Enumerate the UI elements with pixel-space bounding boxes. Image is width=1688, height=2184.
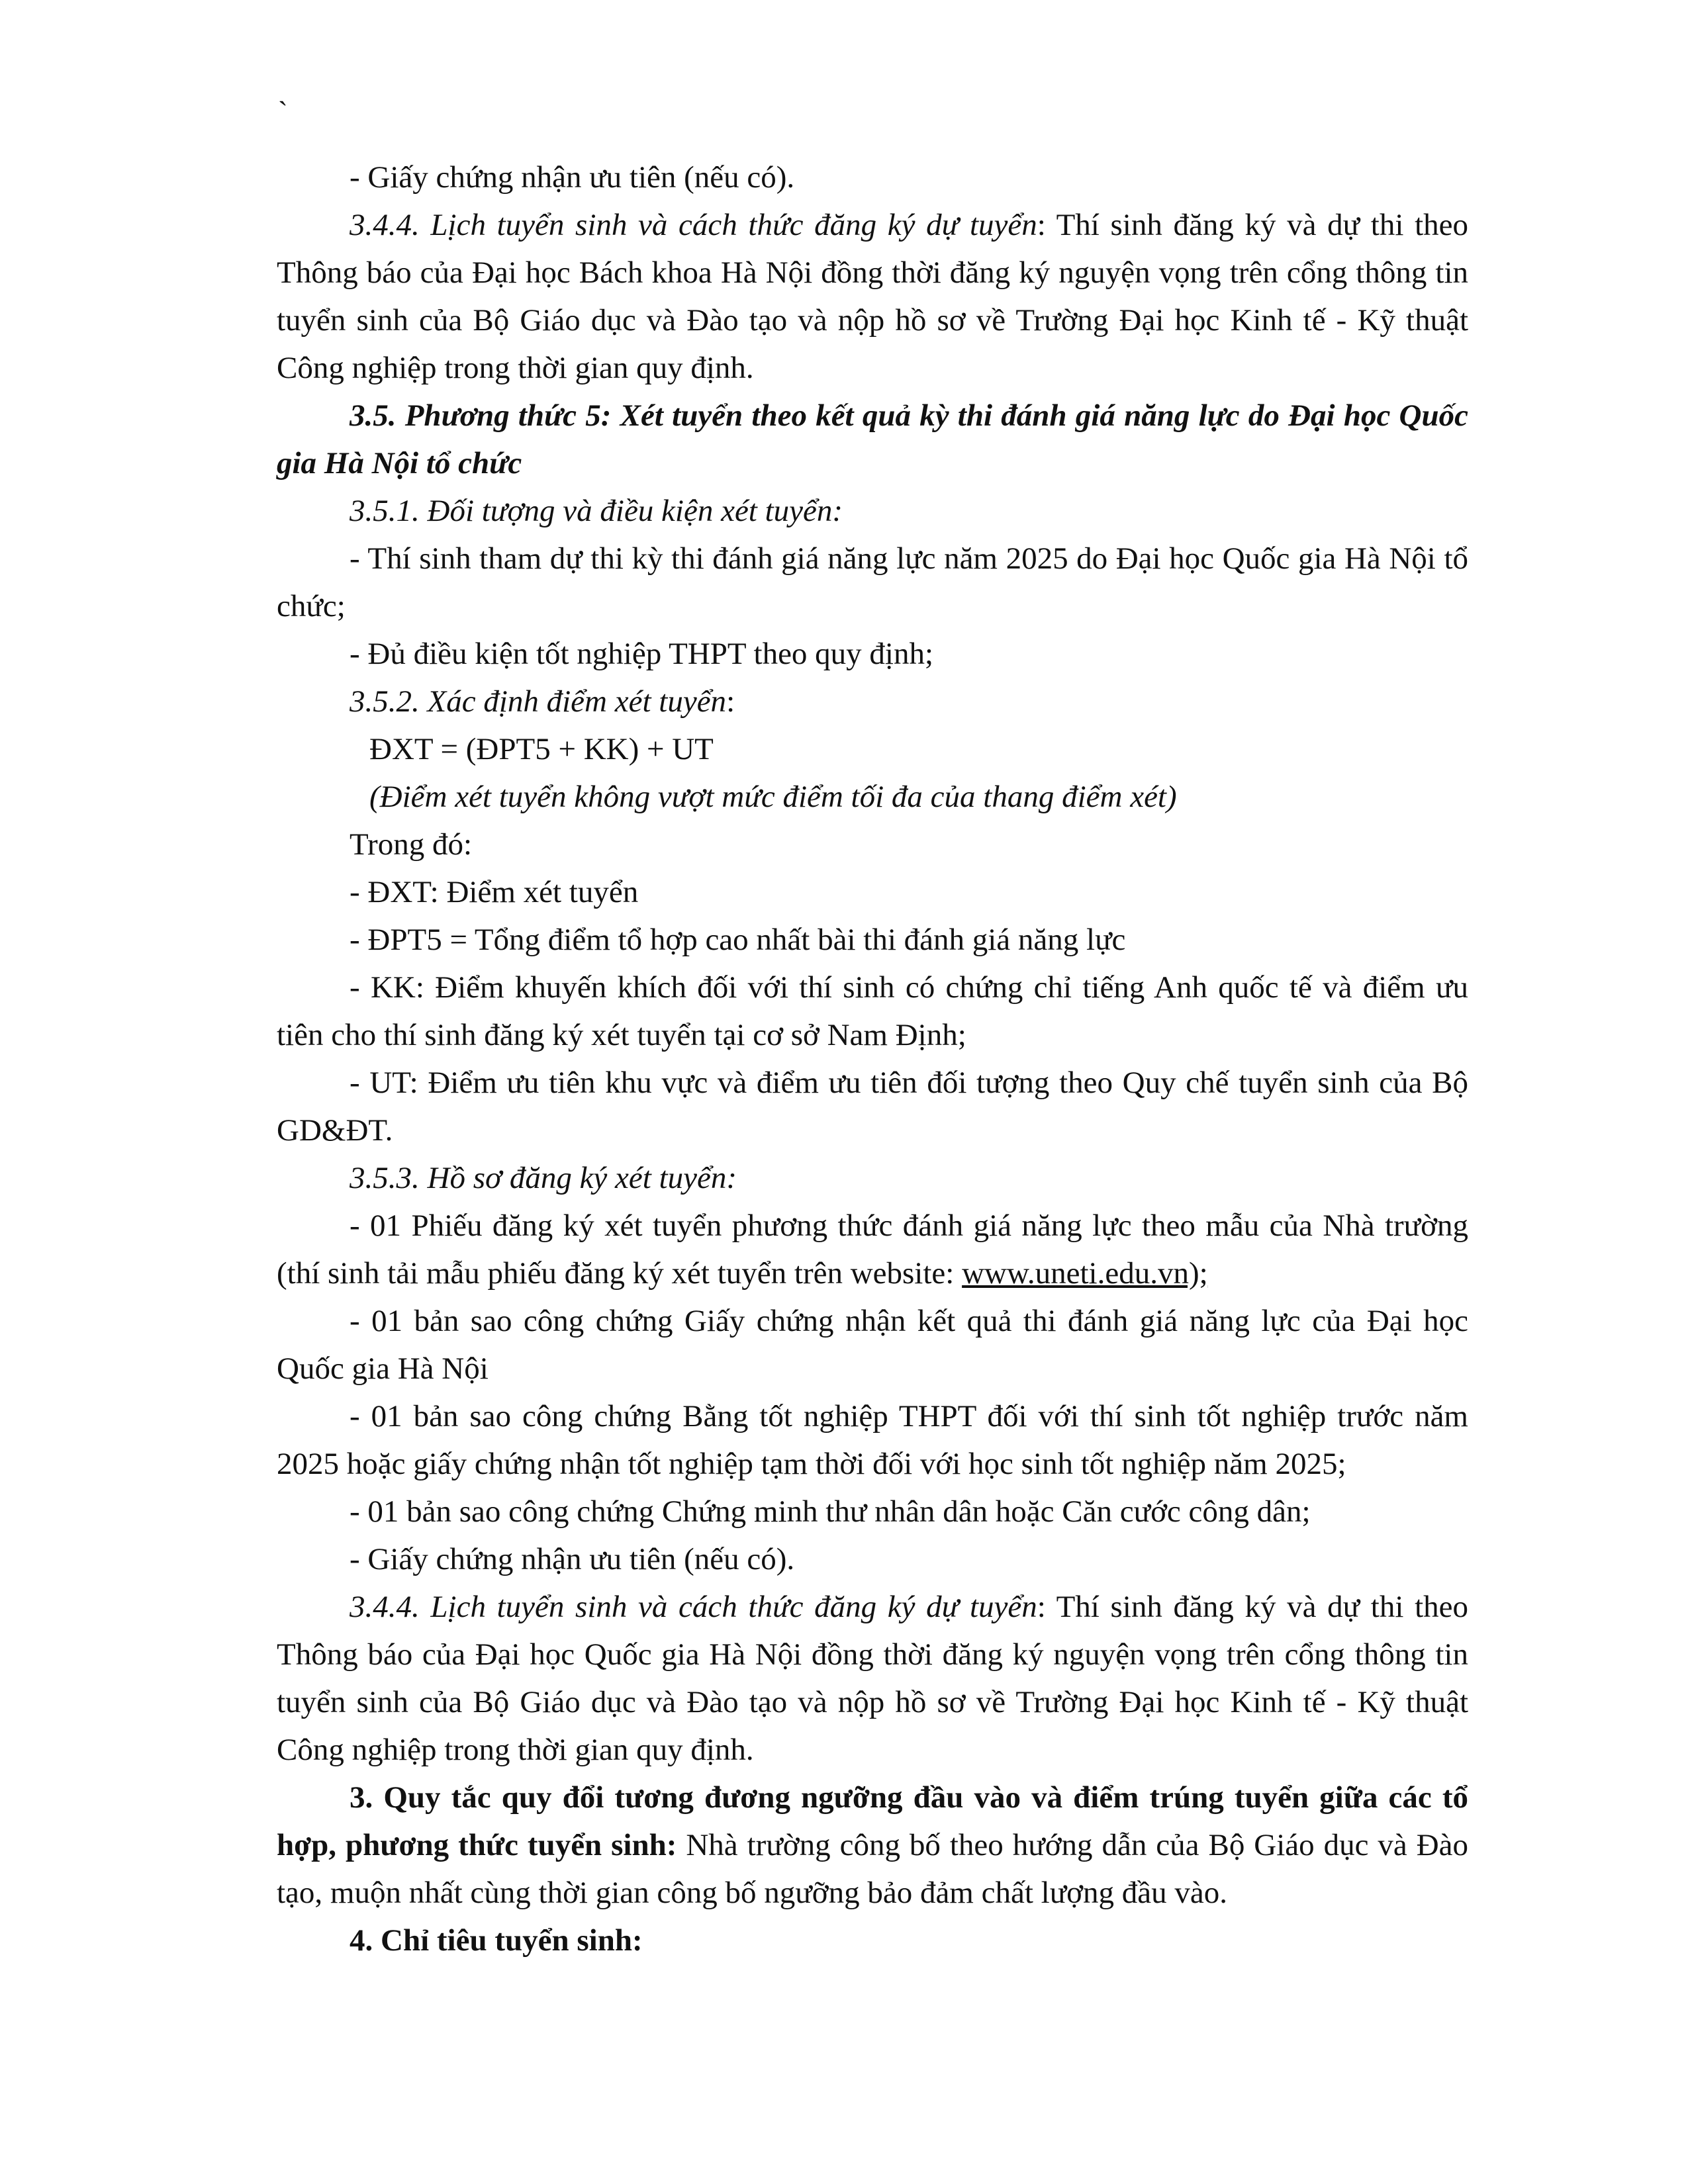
where-label: Trong đó:	[350, 827, 473, 862]
score-heading-colon: :	[726, 684, 735, 719]
page-mark: `	[278, 96, 288, 128]
schedule-heading-2: 3.4.4. Lịch tuyển sinh và cách thức đăng ký dự tuyển	[350, 1590, 1037, 1624]
id-card-item: - 01 bản sao công chứng Chứng minh thư nhân dân hoặc Căn cước công dân;	[350, 1494, 1311, 1529]
dossier-heading: 3.5.3. Hồ sơ đăng ký xét tuyển:	[350, 1161, 737, 1195]
conversion-rule-heading: 3. Quy tắc quy đổi tương đương ngưỡng đầu vào và điểm trúng tuyển giữa các tổ hợp, phương thức tuyển sinh:	[277, 1780, 1468, 1862]
schedule-paragraph-vnu	[277, 1583, 1468, 1774]
conversion-rule-body: Nhà trường công bố theo hướng dẫn của Bộ Giáo dục và Đào tạo, muộn nhất cùng thời gian công bố ngưỡng bảo đảm chất lượng đầu vào.	[277, 1828, 1469, 1910]
dxt-definition: - ĐXT: Điểm xét tuyển	[350, 875, 639, 909]
schedule-body: : Thí sinh đăng ký và dự thi theo Thông báo của Đại học Bách khoa Hà Nội đồng thời đăng ký nguyện vọng trên cổng thông tin tuyển sinh của Bộ Giáo dục và Đào tạo và nộp hồ sơ về Trường Đại học Kinh tế - Kỹ thuật Công nghiệp trong thời gian quy định.	[277, 208, 1468, 385]
diploma-item: - 01 bản sao công chứng Bằng tốt nghiệp THPT đối với thí sinh tốt nghiệp trước năm 2025 hoặc giấy chứng nhận tốt nghiệp tạm thời đối với học sinh tốt nghiệp năm 2025;	[277, 1399, 1468, 1481]
candidate-item: - Thí sinh tham dự thi kỳ thi đánh giá năng lực năm 2025 do Đại học Quốc gia Hà Nội tổ chức;	[277, 541, 1468, 623]
application-form-item	[277, 1202, 1468, 1297]
quota-heading: 4. Chỉ tiêu tuyển sinh:	[350, 1923, 643, 1958]
kk-definition: - KK: Điểm khuyến khích đối với thí sinh có chứng chỉ tiếng Anh quốc tế và điểm ưu tiên cho thí sinh đăng ký xét tuyển tại cơ sở Nam Định;	[277, 970, 1468, 1052]
method-5-heading: 3.5. Phương thức 5: Xét tuyển theo kết quả kỳ thi đánh giá năng lực do Đại học Quốc gia Hà Nội tổ chức	[277, 398, 1468, 480]
score-heading	[277, 678, 1468, 725]
subject-conditions-heading: 3.5.1. Đối tượng và điều kiện xét tuyển:	[350, 494, 843, 528]
dpt5-definition: - ĐPT5 = Tổng điểm tổ hợp cao nhất bài thi đánh giá năng lực	[350, 923, 1126, 957]
application-form-text: - 01 Phiếu đăng ký xét tuyển phương thức đánh giá năng lực theo mẫu của Nhà trường (thí sinh tải mẫu phiếu đăng ký xét tuyển trên website:	[277, 1208, 1468, 1291]
schedule-body-2: : Thí sinh đăng ký và dự thi theo Thông báo của Đại học Quốc gia Hà Nội đồng thời đăng ký nguyện vọng trên cổng thông tin tuyển sinh của Bộ Giáo dục và Đào tạo và nộp hồ sơ về Trường Đại học Kinh tế - Kỹ thuật Công nghiệp trong thời gian quy định.	[277, 1590, 1468, 1767]
priority-certificate-item: - Giấy chứng nhận ưu tiên (nếu có).	[350, 160, 795, 195]
score-note: (Điểm xét tuyển không vượt mức điểm tối đa của thang điểm xét)	[369, 780, 1177, 814]
schedule-paragraph-bk	[277, 201, 1468, 392]
priority-certificate-item-2: - Giấy chứng nhận ưu tiên (nếu có).	[350, 1542, 795, 1576]
graduation-condition-item: - Đủ điều kiện tốt nghiệp THPT theo quy định;	[350, 637, 934, 671]
score-formula: ĐXT = (ĐPT5 + KK) + UT	[369, 732, 714, 766]
conversion-rule-paragraph	[277, 1774, 1468, 1917]
score-heading-text: 3.5.2. Xác định điểm xét tuyển	[350, 684, 727, 719]
ut-definition: - UT: Điểm ưu tiên khu vực và điểm ưu tiên đối tượng theo Quy chế tuyển sinh của Bộ GD&ĐT.	[277, 1066, 1468, 1148]
schedule-heading: 3.4.4. Lịch tuyển sinh và cách thức đăng ký dự tuyển	[350, 208, 1037, 242]
website-link[interactable]: www.uneti.edu.vn);	[962, 1256, 1208, 1291]
result-certificate-item: - 01 bản sao công chứng Giấy chứng nhận kết quả thi đánh giá năng lực của Đại học Quốc gia Hà Nội	[277, 1304, 1468, 1386]
